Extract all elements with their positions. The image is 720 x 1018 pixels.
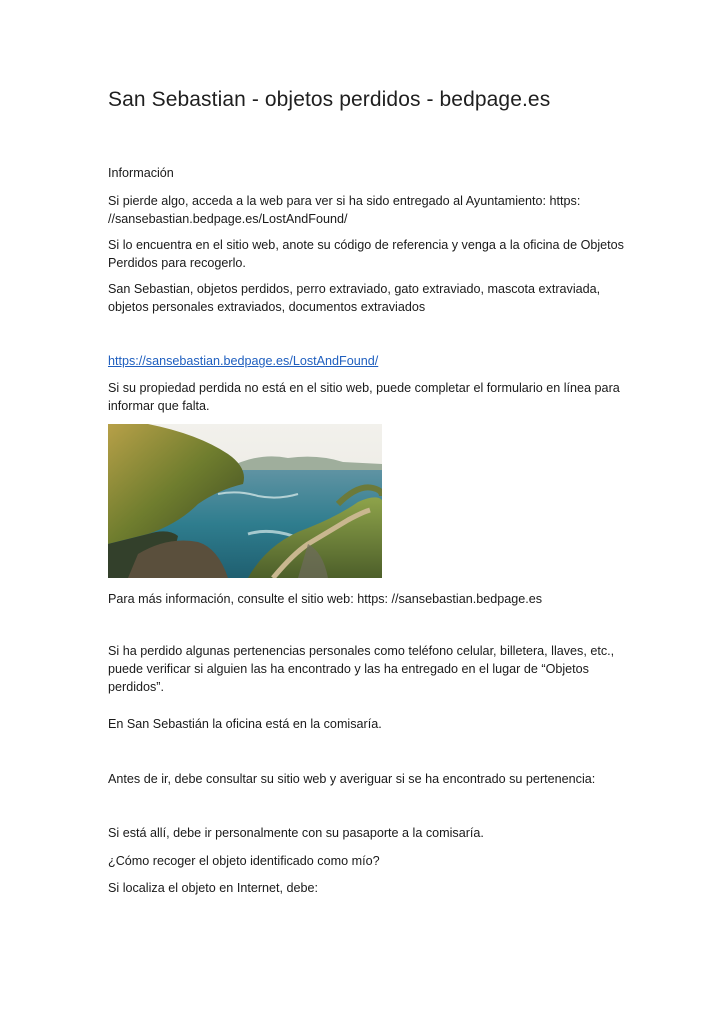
paragraph-if-found-online: Si localiza el objeto en Internet, debe: — [108, 881, 319, 895]
paragraph-personal-belongings: Si ha perdido algunas pertenencias personales como teléfono celular, billetera, llaves, etc., puede verificar si alguien las ha encontrado y las ha entregado en el lugar de “Objetos perdidos”. — [108, 644, 615, 694]
lost-and-found-link[interactable]: https://sansebastian.bedpage.es/LostAndFound/ — [108, 354, 379, 368]
coastal-landscape-image — [108, 424, 382, 578]
paragraph-reference-code: Si lo encuentra en el sitio web, anote su código de referencia y venga a la oficina de Objetos Perdidos para recogerlo. — [108, 238, 624, 270]
paragraph-go-personally: Si está allí, debe ir personalmente con su pasaporte a la comisaría. — [108, 826, 484, 840]
paragraph-online-form: Si su propiedad perdida no está en el sitio web, puede completar el formulario en línea para informar que falta. — [108, 381, 620, 413]
paragraph-access-web: Si pierde algo, acceda a la web para ver si ha sido entregado al Ayuntamiento: https: //sansebastian.bedpage.es/LostAndFound/ — [108, 194, 581, 226]
info-heading: Información — [108, 166, 174, 180]
paragraph-more-info: Para más información, consulte el sitio web: https: //sansebastian.bedpage.es — [108, 592, 543, 606]
page-title: San Sebastian - objetos perdidos - bedpage.es — [108, 88, 551, 111]
paragraph-check-website: Antes de ir, debe consultar su sitio web y averiguar si se ha encontrado su pertenencia: — [108, 772, 596, 786]
link-paragraph — [108, 352, 643, 370]
paragraph-office-location: En San Sebastián la oficina está en la comisaría. — [108, 717, 382, 731]
paragraph-how-to-collect: ¿Cómo recoger el objeto identificado como mío? — [108, 854, 380, 868]
paragraph-keywords: San Sebastian, objetos perdidos, perro extraviado, gato extraviado, mascota extraviada, objetos personales extraviados, documentos extraviados — [108, 282, 601, 314]
